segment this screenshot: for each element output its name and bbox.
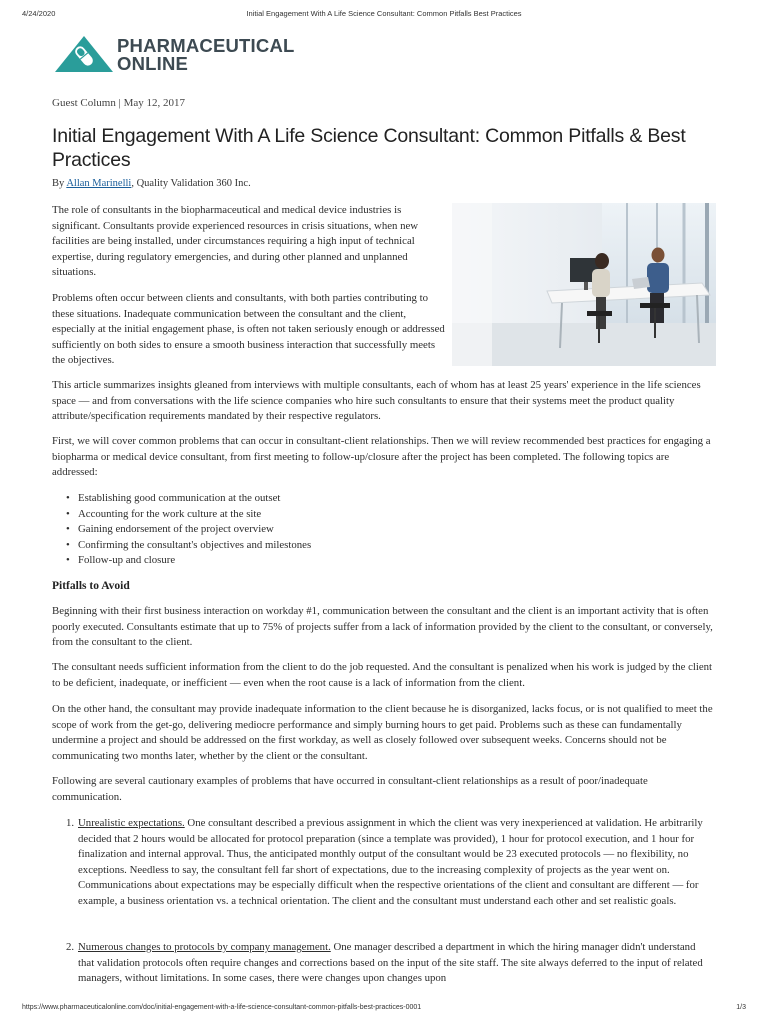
- article-photo: [452, 203, 716, 366]
- topics-list: [66, 491, 566, 569]
- page-number: 1/3: [736, 1004, 746, 1011]
- paragraph-pitfalls-2: The consultant needs sufficient information from the client to do the job requested. And the consultant is penalized when his work is judged by the client to be deficient, inadequate, or inefficient — even when the root cause is a lack of information from the client.: [52, 661, 713, 689]
- example-item: [66, 816, 712, 909]
- paragraph-intro-1: The role of consultants in the biopharmaceutical and medical device industries is significant. Consultants provide experienced resources in crisis situations, when new facilities are being installed, under circumstances requiring a high input of technical expertise, during regulatory emergencies, and during other planned and unplanned situations.: [52, 204, 419, 278]
- paragraph-intro-2: Problems often occur between clients and consultants, with both parties contributing to these situations. Inadequate communication between the consultant and the client, especially at the initial engagement phase, is often not taken seriously enough or addressed sufficiently on both sides to ensure a smooth business interaction that successfully meets the objectives.: [52, 292, 445, 366]
- paragraph-pitfalls-3: On the other hand, the consultant may provide inadequate information to the client because he is disorganized, lacks focus, or is not qualified to meet the scope of work from the get-go, delivering mediocre performance and simply burning hours to get paid. Problems such as these can fundamentally undermine a project and should be addressed on the first workday, as well as closely followed over subsequent weeks. Concerns should not be communicating two months later, whether by the client or the consultant.: [52, 703, 713, 762]
- paragraph-summary: This article summarizes insights gleaned from interviews with multiple consultants, each of whom has at least 25 years' experience in the life sciences space — and from conversations with the life science companies who hire such consultants to ensure that their systems meet the product quality attribute/specification requirements mandated by their respective regulators.: [52, 379, 701, 422]
- logo-line-2: ONLINE: [117, 53, 189, 74]
- section-heading: Pitfalls to Avoid: [52, 580, 130, 592]
- list-item: • Follow-up and closure: [66, 553, 566, 569]
- example-number: 1.: [66, 817, 75, 829]
- paragraph-overview: First, we will cover common problems that can occur in consultant-client relationships. Then we will review recommended best practices for engaging a biopharma or medical device consultant, from first meeting to follow-up/closure after the project has been completed. The following topics are addressed:: [52, 435, 711, 478]
- byline: [52, 178, 251, 189]
- print-date: 4/24/2020: [22, 9, 56, 18]
- example-lead: Unrealistic expectations.: [78, 817, 185, 829]
- paragraph-pitfalls-4: Following are several cautionary examples of problems that have occurred in consultant-client relationships as a result of poor/inadequate communication.: [52, 775, 648, 803]
- article-title: Initial Engagement With A Life Science Consultant: Common Pitfalls & Best Practices: [52, 125, 686, 171]
- article-meta: Guest Column | May 12, 2017: [52, 97, 185, 109]
- print-url: https://www.pharmaceuticalonline.com/doc/initial-engagement-with-a-life-science-consultant-common-pitfalls-best-practices-0001: [22, 1004, 422, 1011]
- examples-list-continued: [66, 940, 712, 987]
- example-item: [66, 940, 712, 987]
- author-link[interactable]: Allan Marinelli: [66, 178, 132, 189]
- example-text: One manager described a department in which the hiring manager didn't understand that validation protocols often require changes and corrections based on the input of the site staff. The site always deferred to the input of related managers, without limitations. In some cases, there were changes upon changes upon: [78, 941, 703, 984]
- logo-diamond-icon: [55, 34, 115, 74]
- paragraph-pitfalls-1: Beginning with their first business interaction on workday #1, communication between the consultant and the client is an important activity that is often poorly executed. Consultants estimate that up to 75% of projects suffer from a lack of information provided by the client to the consultant, or conversely, from the consultant to the client.: [52, 605, 713, 648]
- examples-list: [66, 816, 712, 909]
- list-item: • Gaining endorsement of the project overview: [66, 522, 566, 538]
- example-number: 2.: [66, 941, 75, 953]
- list-item: • Confirming the consultant's objectives and milestones: [66, 538, 566, 554]
- print-footer: [22, 1004, 746, 1014]
- logo-wordmark: [117, 37, 295, 73]
- byline-affiliation: , Quality Validation 360 Inc.: [131, 178, 251, 189]
- print-page-title: Initial Engagement With A Life Science Consultant: Common Pitfalls Best Practices: [246, 9, 522, 18]
- list-item: • Establishing good communication at the outset: [66, 491, 566, 507]
- example-text: One consultant described a previous assignment in which the client was very inexperienced at validation. He arbitrarily decided that 2 hours would be allocated for protocol preparation (since a template was provided), 1 hour for protocol execution, and 1 hour for finalization and internal approval. Thus, the anticipated monthly output of the consultant would be 23 executed protocols — no flexibility, no exceptions. Needless to say, the consultant fell far short of expectations, due to the increasing complexity of projects as the year went on. Communications about expectations may be especially difficult when the respective orientations of the client and consultant are different — for example, a business orientation vs. a technical orientation. The client and the consultant must understand each other and set realistic goals.: [78, 817, 703, 907]
- logo-line-1: PHARMACEUTICAL: [117, 35, 295, 56]
- list-item: • Accounting for the work culture at the site: [66, 507, 566, 523]
- print-header: [22, 9, 746, 21]
- byline-prefix: By: [52, 178, 67, 189]
- example-lead: Numerous changes to protocols by company management.: [78, 941, 331, 953]
